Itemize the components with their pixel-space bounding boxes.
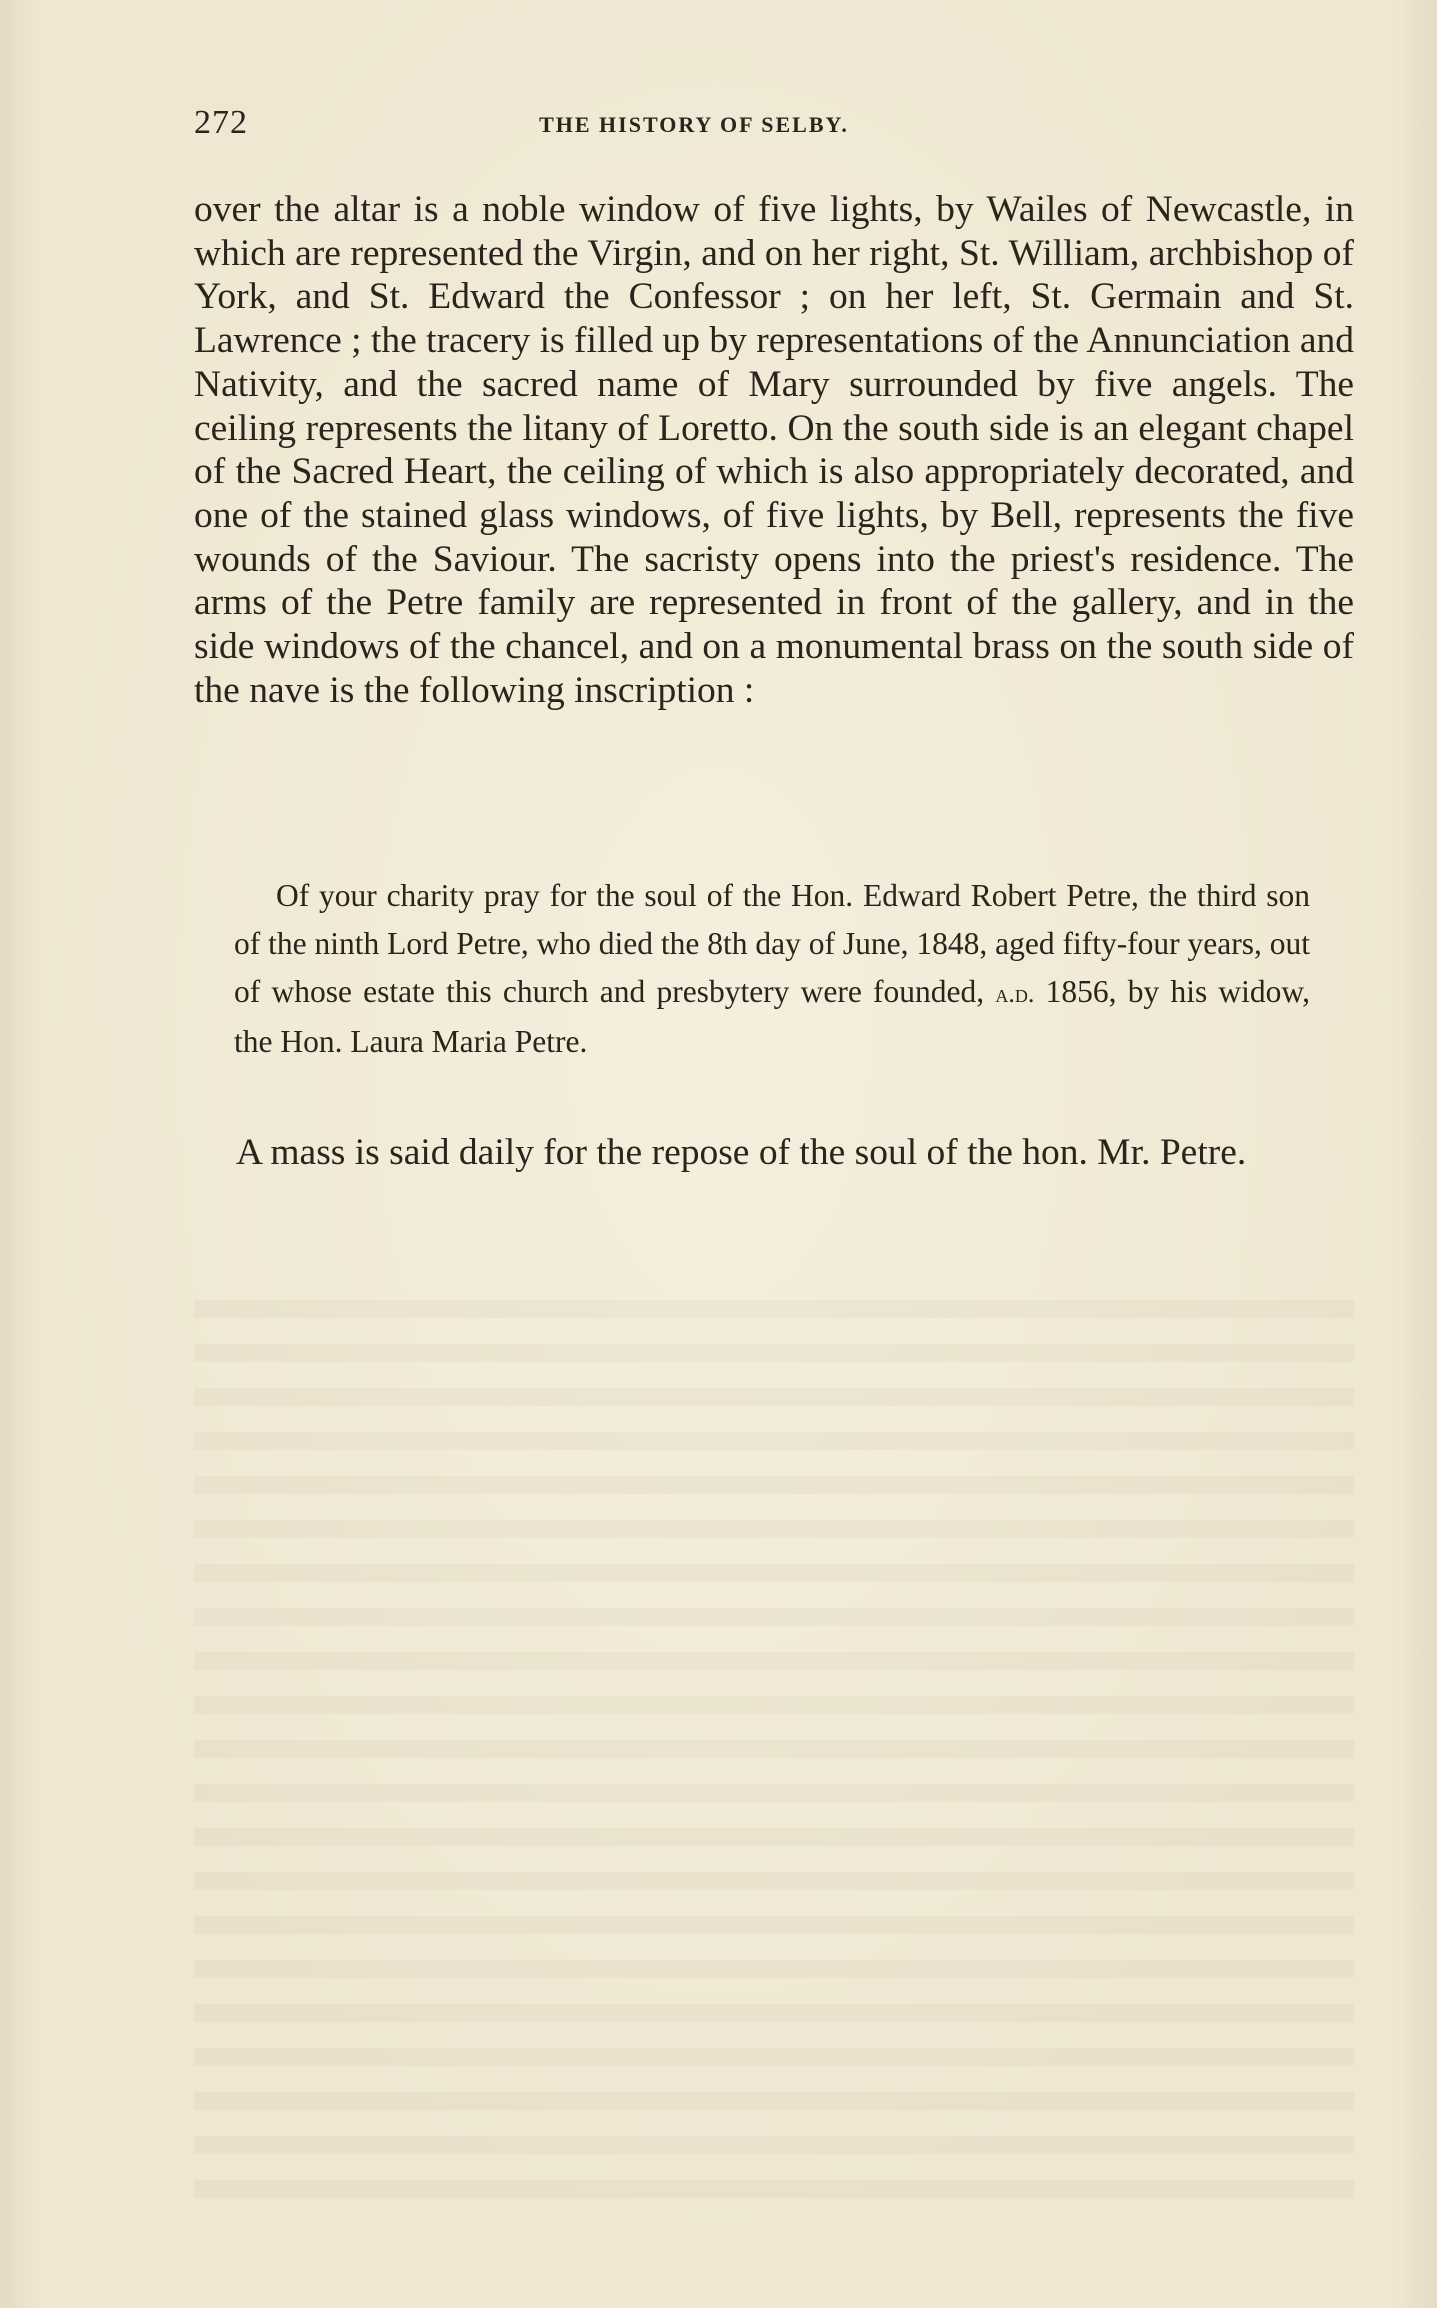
inscription-era: a.d.: [995, 979, 1035, 1008]
page-number: 272: [194, 104, 248, 141]
inscription-text-1: Of your charity pray for the soul of the Hon. Edward Robert Petre, the third son of the ninth Lord Petre, who died the 8th day of June, 1848, aged fifty-four years, out of whose estate this church and presbytery were founded,: [234, 878, 1310, 1009]
inscription-quote: [234, 872, 1310, 1066]
inscription-text-2: 1856, by his widow, the Hon. Laura Maria Petre.: [234, 974, 1311, 1059]
bleed-through-texture: [194, 1300, 1354, 2200]
closing-paragraph: A mass is said daily for the repose of the soul of the hon. Mr. Petre.: [236, 1132, 1247, 1173]
running-title: THE HISTORY OF SELBY.: [539, 112, 849, 137]
running-head: [194, 104, 1354, 144]
body-paragraph: over the altar is a noble window of five lights, by Wailes of Newcastle, in which are represented the Virgin, and on her right, St. William, archbishop of York, and St. Edward the Confessor ; on her left, St. Germain and St. Lawrence ; the tracery is filled up by representations of the Annunciation and Nativity, and the sacred name of Mary surrounded by five angels. The ceiling represents the litany of Loretto. On the south side is an elegant chapel of the Sacred Heart, the ceiling of which is also appropriately decorated, and one of the stained glass windows, of five lights, by Bell, represents the five wounds of the Saviour. The sacristy opens into the priest's residence. The arms of the Petre family are represented in front of the gallery, and in the side windows of the chancel, and on a monumental brass on the south side of the nave is the following inscription :: [194, 189, 1355, 711]
